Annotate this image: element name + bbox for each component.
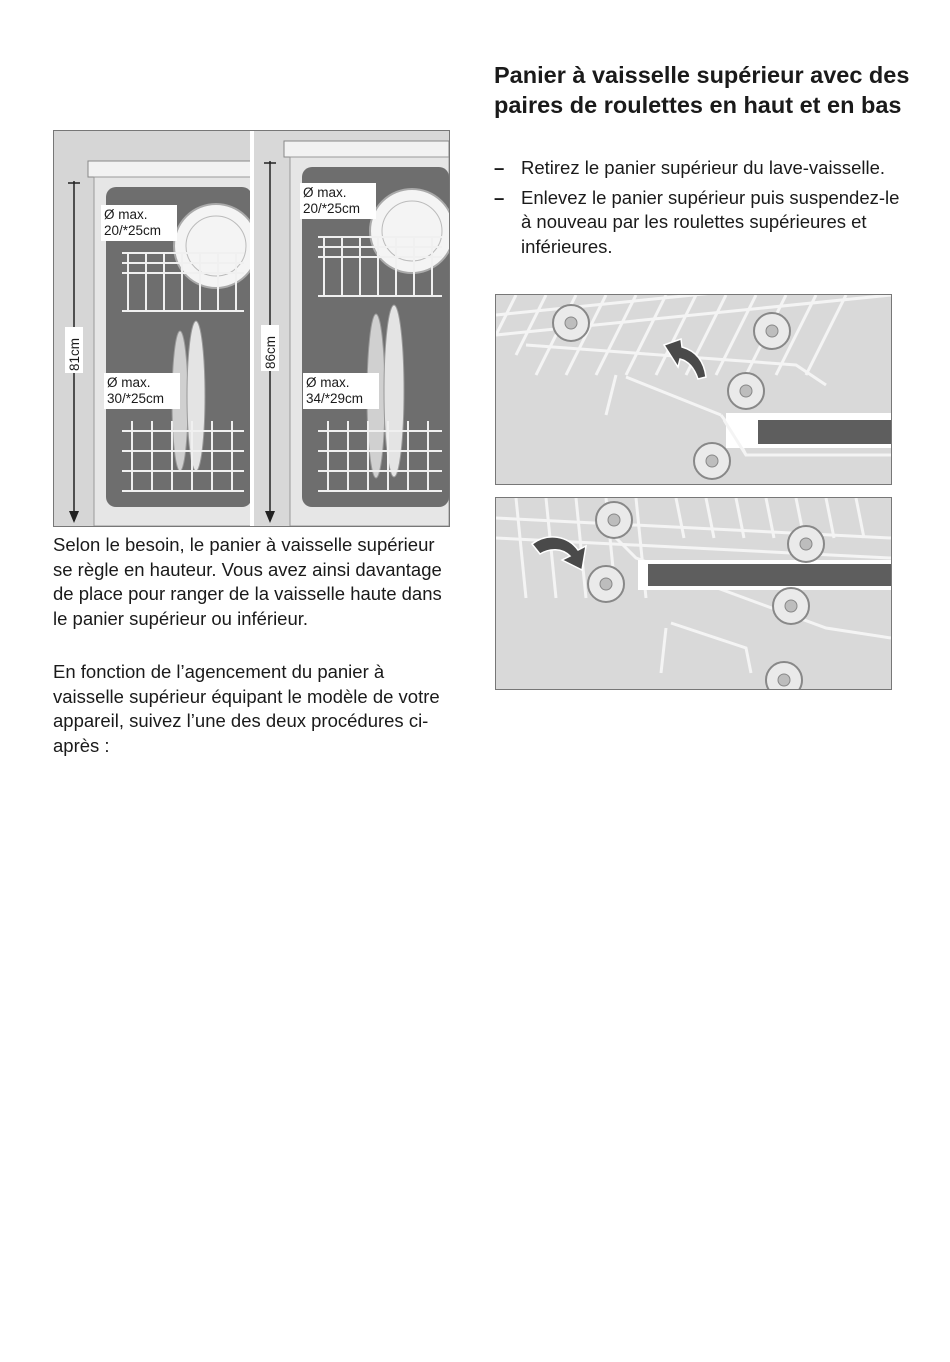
list-item (494, 156, 914, 181)
wheel-icon (588, 566, 624, 602)
bullet-dash: – (494, 186, 505, 208)
height-label-86: 86cm (263, 335, 278, 369)
wheel-icon (754, 313, 790, 349)
list-item (494, 186, 914, 260)
right-lower-label-line2: 34/*29cm (306, 391, 364, 406)
wheel-icon (553, 305, 589, 341)
left-upper-label-line2: 20/*25cm (104, 223, 162, 238)
right-upper-label-line1: Ø max. (303, 185, 347, 200)
height-label-81: 81cm (67, 337, 82, 371)
intro-paragraph: Selon le besoin, le panier à vaisselle supérieur se règle en hauteur. Vous avez ainsi davantage de place pour ranger de la vaisselle haute dans le panier supérieur ou inférieur. (53, 534, 442, 629)
basket-removal-diagram (496, 295, 891, 484)
dishwasher-panel-81cm (54, 131, 258, 526)
wheel-icon (596, 502, 632, 538)
bullet-dash: – (494, 157, 505, 178)
step-text: Enlevez le panier supérieur puis suspendez-le à nouveau par les roulettes supérieures et inférieures. (521, 186, 900, 257)
dishwasher-height-diagram (54, 131, 449, 526)
basket-removal-figure (495, 294, 892, 485)
wheel-icon (788, 526, 824, 562)
basket-rehang-diagram (496, 498, 891, 689)
left-upper-label-line1: Ø max. (104, 207, 148, 222)
right-upper-label-line2: 20/*25cm (303, 201, 361, 216)
section-heading: Panier à vaisselle supérieur avec des paires de roulettes en haut et en bas (494, 62, 910, 118)
basket-rehang-figure (495, 497, 892, 690)
right-lower-label-line1: Ø max. (306, 375, 350, 390)
wheel-icon (728, 373, 764, 409)
wheel-icon (694, 443, 730, 479)
wheel-icon (766, 662, 802, 689)
left-lower-label-line1: Ø max. (107, 375, 151, 390)
procedure-paragraph: En fonction de l’agencement du panier à vaisselle supérieur équipant le modèle de votre appareil, suivez l’une des deux procédures ci-après : (53, 661, 440, 756)
wheel-icon (773, 588, 809, 624)
step-text: Retirez le panier supérieur du lave-vaisselle. (521, 157, 886, 178)
dishwasher-height-figure (53, 130, 450, 527)
instruction-list (494, 156, 914, 264)
left-lower-label-line2: 30/*25cm (107, 391, 165, 406)
